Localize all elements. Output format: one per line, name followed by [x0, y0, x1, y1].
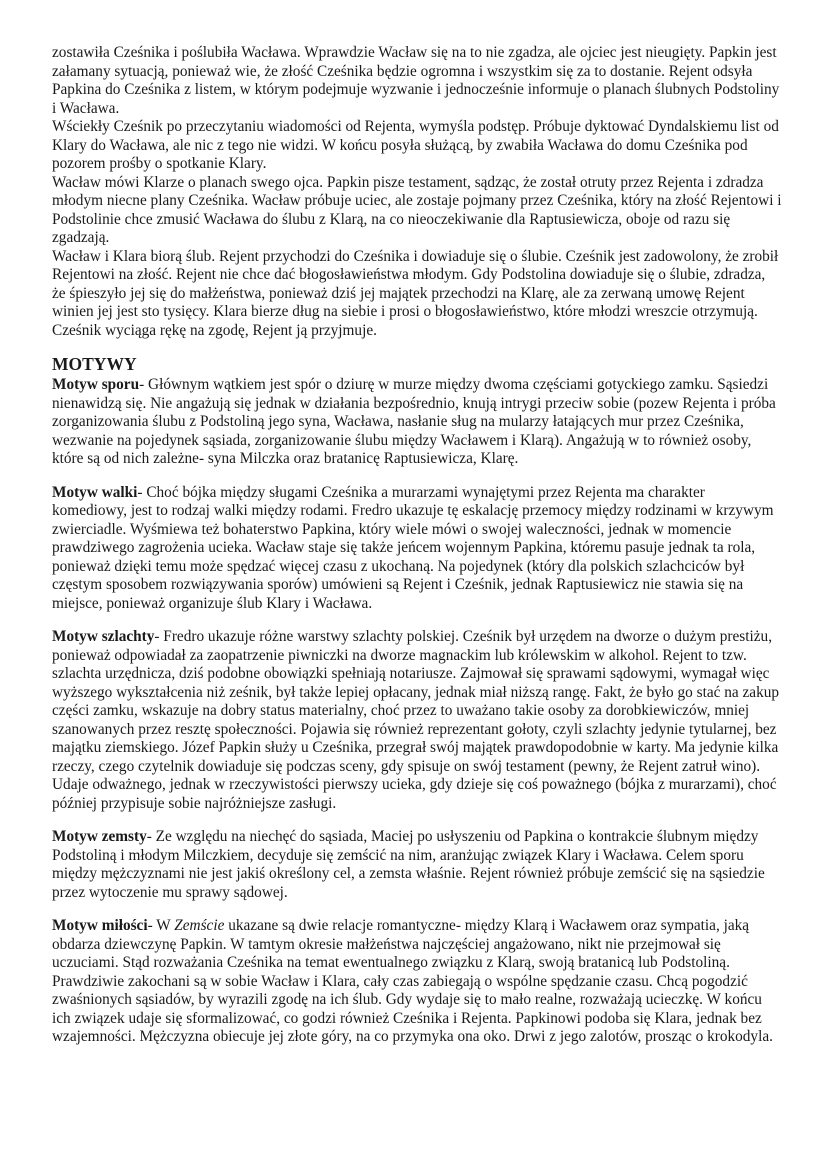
motif-text-after: ukazane są dwie relacje romantyczne- między Klarą i Wacławem oraz sympatia, jaką obdarza dziewczynę Papkin. W tamtym okresie małżeństwa najczęściej angażowano, nikt nie przejmował się uczuciami. Stąd rozważania Cześnika na temat ewentualnego związku z Klarą, swoją bratanicą lub Podstoliną. Prawdziwie zakochani są w sobie Wacław i Klara, cały czas zabiegają o wspólne spędzanie czasu. Chcą pogodzić zwaśnionych sąsiadów, by wyrazili zgodę na ich ślub. Gdy wydaje się to mało realne, rozważają ucieczkę. W końcu ich związek udaje się sformalizować, co godzi również Cześnika i Rejenta. Papkinowi podoba się Klara, jednak bez wzajemności. Mężczyzna obiecuje jej złote góry, na co przymyka ona oko. Drwi z jego zalotów, prosząc o krokodyla.	[52, 917, 773, 1045]
summary-paragraph: Wacław mówi Klarze o planach swego ojca. Papkin pisze testament, sądząc, że został otruty przez Rejenta i zdradza młodym niecne plany Cześnika. Wacław próbuje uciec, ale zostaje pojmany przez Cześnika, który na złość Rejentowi i Podstolinie chce zmusić Wacława do ślubu z Klarą, na co nieoczekiwanie dla Raptusiewicza, oboje od razu się zgadzają.	[52, 173, 782, 246]
motif-milosc	[52, 917, 782, 1047]
motif-term: Motyw szlachty	[52, 628, 155, 645]
motif-walka	[52, 484, 782, 614]
motif-text: - Ze względu na niechęć do sąsiada, Maciej po usłyszeniu od Papkina o kontrakcie ślubnym między Podstoliną i młodym Milczkiem, decyduje się zemścić na nim, aranżując związek Klary i Wacława. Celem sporu między mężczyznami nie jest jakiś określony cel, a zemsta właśnie. Rejent również próbuje zemścić się na sąsiedzie przez wytoczenie mu sprawy sądowej.	[52, 828, 765, 901]
plot-summary	[52, 44, 782, 340]
title-zemsta-italic: Zemście	[174, 917, 225, 934]
summary-paragraph: Wacław i Klara biorą ślub. Rejent przychodzi do Cześnika i dowiaduje się o ślubie. Cześnik jest zadowolony, że zrobił Rejentowi na złość. Rejent nie chce dać błogosławieństwa młodym. Gdy Podstolina dowiaduje się o ślubie, zdradza, że śpieszyło jej się do małżeństwa, ponieważ dziś jej majątek przechodzi na Klarę, ale za zerwaną umowę Rejent winien jej jest sto tysięcy. Klara bierze dług na siebie i prosi o błogosławieństwo, które młodzi wreszcie otrzymują. Cześnik wyciąga rękę na zgodę, Rejent ją przyjmuje.	[52, 247, 779, 339]
motif-text: - Choć bójka między sługami Cześnika a murarzami wynajętymi przez Rejenta ma charakter komediowy, jest to rodzaj walki między rodami. Fredro ukazuje tę eskalację przemocy między rodzinami w krzywym zwierciadle. Wyśmiewa też bohaterstwo Papkina, który wiele mówi o swojej waleczności, jednak w momencie prawdziwego zagrożenia ucieka. Wacław staje się także jeńcem wojennym Papkina, któremu pasuje jednak ta rola, ponieważ dzięki temu może spędzać więcej czasu z ukochaną. Na pojedynek (który dla polskich szlachciców był częstym sposobem rozwiązywania sporów) umówieni są Rejent i Cześnik, jednak Raptusiewicz nie stawia się na miejsce, ponieważ organizuje ślub Klary i Wacława.	[52, 483, 774, 612]
motif-text: - Głównym wątkiem jest spór o dziurę w murze między dwoma częściami gotyckiego zamku. Sąsiedzi nienawidzą się. Nie angażują się jednak w działania bezpośrednio, knują intrygi przeciw sobie (pozew Rejenta i próba zorganizowania ślubu z Podstoliną jego syna, Wacława, nasłanie sług na mularzy łatających mur przez Cześnika, wezwanie na pojedynek sąsiada, zorganizowanie ślubu między Wacławem i Klarą). Angażują w to również osoby, które są od nich zależne- syna Milczka oraz bratanicę Raptusiewicza, Klarę.	[52, 376, 776, 467]
motif-text-before: - W	[147, 917, 175, 934]
motif-spor	[52, 376, 782, 469]
motif-term: Motyw miłości	[52, 917, 148, 934]
document-page	[52, 44, 782, 1062]
summary-paragraph: Wściekły Cześnik po przeczytaniu wiadomości od Rejenta, wymyśla podstęp. Próbuje dyktować Dyndalskiemu list od Klary do Wacława, ale nic z tego nie widzi. W końcu posyła służącą, by zwabiła Wacława do domu Cześnika pod pozorem prośby o spotkanie Klary.	[52, 118, 779, 172]
motif-zemsta	[52, 828, 782, 902]
motif-text: - Fredro ukazuje różne warstwy szlachty polskiej. Cześnik był urzędem na dworze o dużym prestiżu, ponieważ odpowiadał za zaopatrzenie piwniczki na dworze magnackim lub królewskim w alkohol. Rejent to tzw. szlachta urzędnicza, dziś podobne obowiązki spełniają notariusze. Zajmował się sprawami sądowymi, wymagał więc wyższego wykształcenia niż ześnik, był także lepiej opłacany, jednak miał niższą rangę. Fakt, że było go stać na zakup części zamku, wskazuje na dobry status materialny, choć przez to uważano takie osoby za dorobkiewiczów, mniej szanowanych przez resztę społeczności. Pojawia się również reprezentant gołoty, czyli szlachty jedynie tytularnej, bez majątku ziemskiego. Józef Papkin służy u Cześnika, przegrał swój majątek prawdopodobnie w karty. Ma jedynie kilka rzeczy, czego czytelnik dowiaduje się podczas sceny, gdy spisuje on swój testament (pewny, że Rejent zatruł wino). Udaje odważnego, jednak w rzeczywistości pierwszy ucieka, gdy dzieje się coś poważnego (bójka z murarzami), choć później przypisuje sobie najróżniejsze zasługi.	[52, 628, 780, 812]
summary-paragraph: zostawiła Cześnika i poślubiła Wacława. Wprawdzie Wacław się na to nie zgadza, ale ojciec jest nieugięty. Papkin jest załamany sytuacją, ponieważ wie, że złość Cześnika będzie ogromna i wszystkim się za to dostanie. Rejent odsyła Papkina do Cześnika z listem, w którym podejmuje wyzwanie i jednocześnie informuje o planach ślubnych Podstoliny i Wacława.	[52, 44, 780, 117]
motif-term: Motyw sporu	[52, 376, 140, 393]
motif-term: Motyw walki	[52, 483, 138, 501]
motif-term: Motyw zemsty	[52, 828, 147, 845]
motif-szlachta	[52, 628, 782, 813]
section-heading-motywy: MOTYWY	[52, 354, 137, 374]
